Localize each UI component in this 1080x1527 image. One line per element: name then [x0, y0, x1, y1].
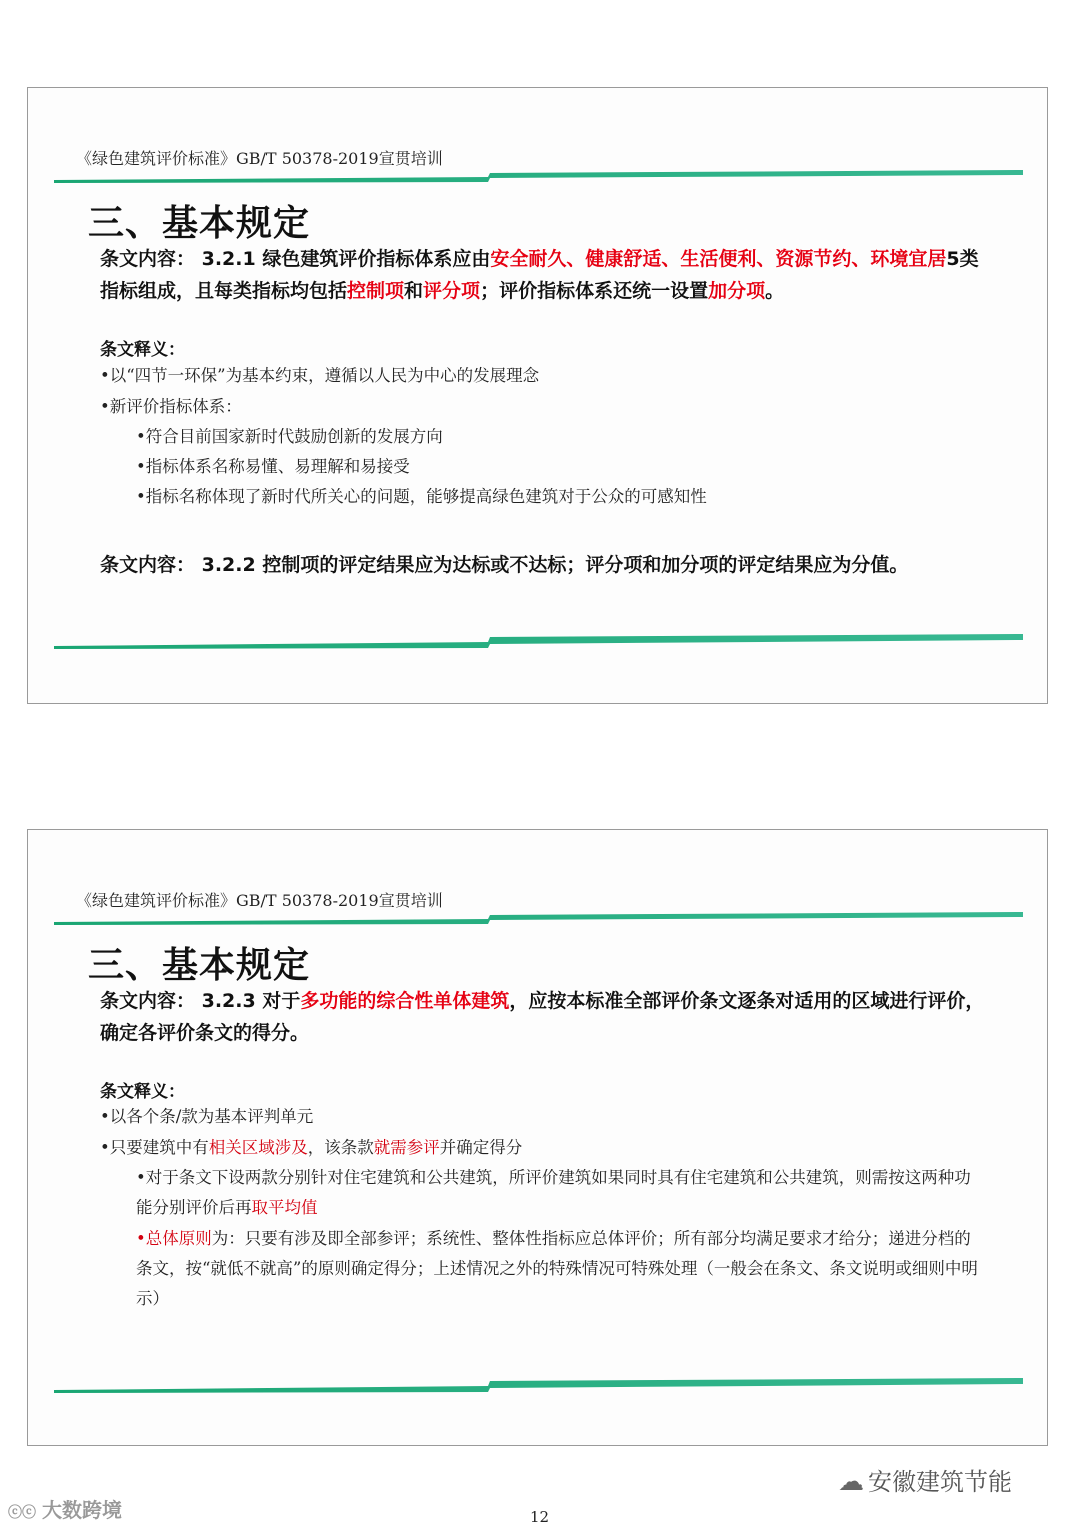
red-text: 就需参评	[373, 1138, 440, 1157]
signature-text: 安徽建筑节能	[868, 1468, 1012, 1496]
header-rule	[54, 912, 1023, 925]
clause-3-2-2: 条文内容： 3.2.2 控制项的评定结果应为达标或不达标；评分项和加分项的评定结果应为分值。	[100, 554, 909, 576]
clause-text: 。	[765, 280, 785, 302]
footer-rule	[54, 634, 1023, 649]
sub-bullet-item	[136, 1163, 978, 1223]
clause-text: ，应按本标准全部评价条文逐条对适用的区域进行评价，确定各评价条文的得分。	[100, 990, 985, 1044]
bullet-text: 为：只要有涉及即全部参评；系统性、整体性指标应总体评价；所有部分均满足要求才给分；递进分档的条文，按“就低不就高”的原则确定得分；上述情况之外的特殊情况可特殊处理（一般会在条文、条文说明或细则中明示）	[136, 1229, 978, 1308]
bullet-text: ，该条款	[307, 1138, 374, 1157]
sub-bullet-item: •指标体系名称易懂、易理解和易接受	[136, 457, 410, 476]
clause-text: 条文内容： 3.2.1 绿色建筑评价指标体系应由	[100, 248, 491, 270]
cc-icon: ⓒⓒ	[8, 1505, 36, 1521]
bullet-text: •对于条文下设两款分别针对住宅建筑和公共建筑，所评价建筑如果同时具有住宅建筑和公共建筑，则需按这两种功能分别评价后再	[136, 1168, 971, 1217]
wechat-signature	[838, 1462, 1012, 1497]
slide-1	[27, 87, 1048, 704]
bullet-text: •只要建筑中有	[100, 1138, 209, 1157]
sub-bullet-item: •符合目前国家新时代鼓励创新的发展方向	[136, 427, 443, 446]
clause-text: 和	[404, 280, 424, 302]
highlight-text: 加分项	[708, 280, 766, 302]
document-header: 《绿色建筑评价标准》GB/T 50378-2019宣贯培训	[76, 891, 443, 910]
section-title: 三、基本规定	[88, 945, 311, 986]
section-title: 三、基本规定	[88, 203, 311, 244]
wechat-icon: ☁	[838, 1467, 864, 1497]
watermark-text: 大数跨境	[42, 1498, 122, 1522]
red-text: 相关区域涉及	[208, 1138, 308, 1157]
highlight-text: 安全耐久、健康舒适、生活便利、资源节约、环境宜居	[490, 248, 947, 270]
header-rule	[54, 170, 1023, 183]
highlight-text: 多功能的综合性单体建筑	[300, 990, 510, 1012]
highlight-text: 评分项	[423, 280, 481, 302]
red-text: 取平均值	[251, 1198, 318, 1217]
clause-3-2-3	[100, 985, 990, 1049]
bullet-item: •以各个条/款为基本评判单元	[100, 1107, 314, 1126]
corner-watermark	[8, 1494, 122, 1523]
highlight-text: 控制项	[347, 280, 405, 302]
clause-text: ；评价指标体系还统一设置	[480, 280, 709, 302]
document-header: 《绿色建筑评价标准》GB/T 50378-2019宣贯培训	[76, 149, 443, 168]
sub-bullet-item	[136, 1224, 978, 1314]
bullet-item	[100, 1133, 980, 1163]
bullet-item: •以“四节一环保”为基本约束，遵循以人民为中心的发展理念	[100, 366, 540, 385]
clause-text: 条文内容： 3.2.3 对于	[100, 990, 301, 1012]
bullet-item: •新评价指标体系：	[100, 397, 242, 416]
sub-bullet-item: •指标名称体现了新时代所关心的问题，能够提高绿色建筑对于公众的可感知性	[136, 487, 707, 506]
page-number: 12	[530, 1508, 550, 1526]
bullet-text: 并确定得分	[439, 1138, 523, 1157]
interpretation-label: 条文释义：	[100, 340, 185, 360]
clause-text: 5类指标组成，且每类指标均包括	[100, 248, 979, 302]
clause-3-2-1	[100, 243, 990, 307]
slide-2	[27, 829, 1048, 1446]
red-text: •总体原则	[136, 1229, 212, 1248]
footer-rule	[54, 1378, 1023, 1393]
interpretation-label: 条文释义：	[100, 1082, 185, 1102]
